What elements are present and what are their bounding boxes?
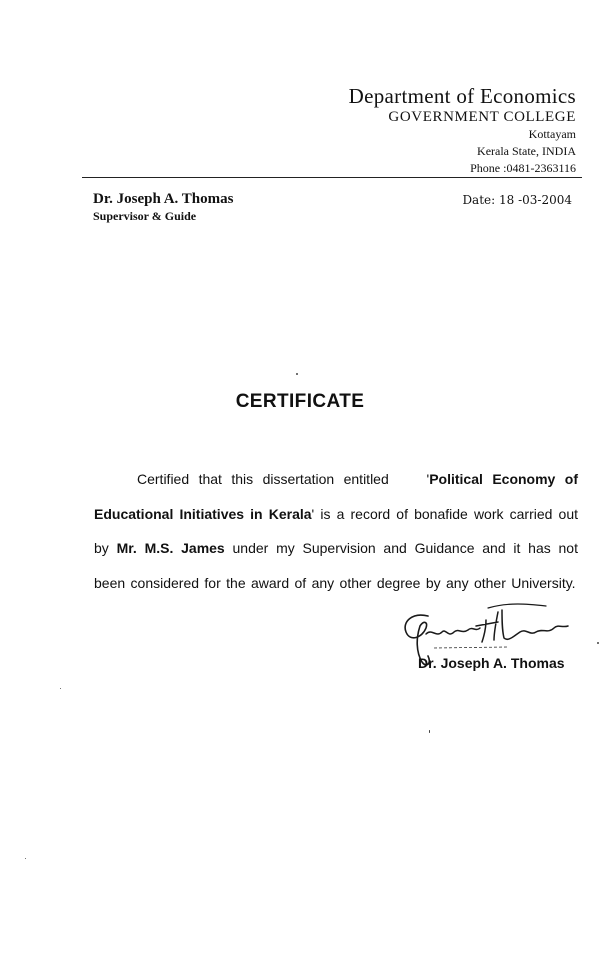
letterhead	[349, 84, 576, 177]
signer-name: Dr. Joseph A. Thomas	[418, 655, 565, 671]
candidate-name: Mr. M.S. James	[116, 540, 225, 556]
quote-open: '	[426, 471, 430, 487]
thesis-title: Political Economy of Educational Initiatives in Kerala	[94, 471, 578, 522]
quote-close: '	[311, 505, 315, 522]
state: Kerala State, INDIA	[477, 144, 576, 158]
college-name: GOVERNMENT COLLEGE	[388, 109, 576, 125]
city: Kottayam	[528, 127, 576, 141]
certificate-title: CERTIFICATE	[235, 391, 365, 412]
speck-dot	[296, 373, 298, 375]
supervisor-role: Supervisor & Guide	[93, 209, 197, 223]
speck-dot	[60, 688, 61, 689]
supervisor-block	[93, 190, 233, 224]
certificate-body	[94, 462, 578, 600]
body-tail: under my Supervision and Guidance and it has not been considered for the award of any other degree by any other University.	[94, 540, 578, 591]
supervisor-name: Dr. Joseph A. Thomas	[93, 191, 234, 207]
phone: Phone :0481-2363116	[470, 161, 576, 175]
date: Date: 18 -03-2004	[462, 193, 572, 207]
speck-dot	[597, 642, 599, 644]
body-lead: Certified that this dissertation entitled	[137, 471, 389, 487]
department-name: Department of Economics	[348, 84, 576, 108]
header-divider	[82, 177, 582, 178]
body-mid: is a record of bonafide work carried out by	[94, 505, 579, 556]
speck-dot	[25, 858, 26, 859]
speck-dot	[429, 730, 430, 733]
